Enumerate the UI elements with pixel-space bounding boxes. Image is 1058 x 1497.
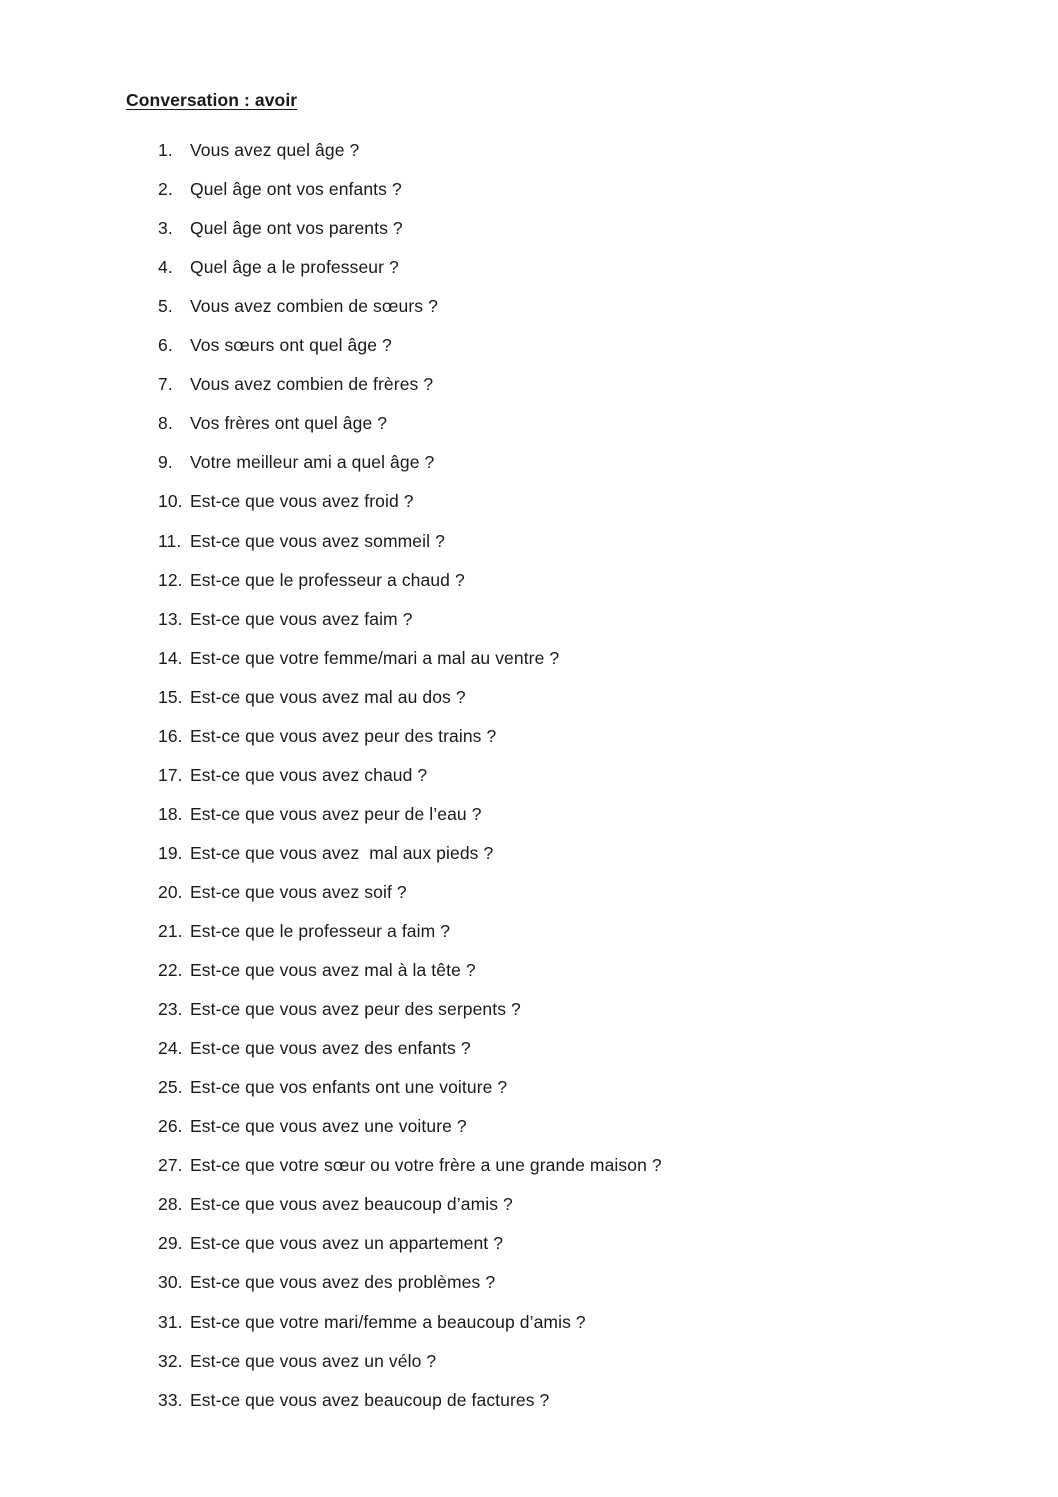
document-title: Conversation : avoir (126, 90, 298, 110)
question-item (158, 1036, 471, 1060)
question-text: Vous avez quel âge ? (190, 140, 360, 160)
question-number: 3. (158, 218, 173, 239)
question-number: 30. (158, 1272, 183, 1293)
question-text: Est-ce que vous avez peur des serpents ? (190, 999, 521, 1020)
question-text: Est-ce que vous avez beaucoup de factures ? (190, 1389, 550, 1410)
question-item (158, 1310, 586, 1334)
question-item (158, 1349, 436, 1373)
question-text: Est-ce que vous avez une voiture ? (190, 1116, 467, 1137)
question-item (158, 489, 414, 513)
question-number: 18. (158, 803, 183, 824)
question-item (158, 1192, 513, 1216)
question-number: 6. (158, 335, 173, 356)
question-item (158, 1075, 507, 1099)
question-text: Est-ce que vous avez peur des trains ? (190, 725, 497, 746)
question-number: 29. (158, 1233, 183, 1254)
question-number: 5. (158, 296, 173, 317)
question-text: Est-ce que le professeur a chaud ? (190, 569, 465, 590)
question-number: 1. (158, 140, 173, 160)
question-item (158, 763, 427, 787)
question-text: Votre meilleur ami a quel âge ? (190, 452, 435, 473)
question-item (158, 1270, 495, 1294)
question-text: Vous avez combien de sœurs ? (190, 296, 438, 317)
question-text: Est-ce que vous avez faim ? (190, 608, 413, 629)
question-text: Est-ce que vos enfants ont une voiture ? (190, 1077, 508, 1098)
question-item (158, 216, 403, 240)
question-text: Est-ce que vous avez des enfants ? (190, 1038, 471, 1059)
question-number: 10. (158, 491, 183, 512)
question-text: Vos sœurs ont quel âge ? (190, 335, 392, 356)
question-item (158, 802, 482, 826)
question-number: 28. (158, 1194, 183, 1215)
question-text: Vous avez combien de frères ? (190, 374, 434, 395)
question-text: Est-ce que vous avez des problèmes ? (190, 1272, 496, 1293)
question-number: 17. (158, 764, 183, 785)
question-number: 25. (158, 1077, 183, 1098)
question-number: 7. (158, 374, 173, 395)
question-text: Est-ce que votre mari/femme a beaucoup d’amis ? (190, 1311, 586, 1332)
question-number: 2. (158, 179, 173, 200)
question-number: 4. (158, 257, 173, 278)
question-item (158, 255, 399, 279)
question-item (158, 1388, 549, 1412)
question-number: 31. (158, 1311, 183, 1332)
question-item (158, 138, 359, 162)
question-text: Est-ce que vous avez peur de l’eau ? (190, 803, 482, 824)
question-number: 16. (158, 725, 183, 746)
question-item (158, 880, 407, 904)
question-number: 27. (158, 1155, 183, 1176)
question-number: 12. (158, 569, 183, 590)
question-item (158, 1231, 503, 1255)
question-item (158, 685, 466, 709)
question-item (158, 646, 559, 670)
question-number: 13. (158, 608, 183, 629)
question-number: 24. (158, 1038, 183, 1059)
question-text: Est-ce que vous avez soif ? (190, 881, 407, 902)
question-number: 22. (158, 960, 183, 980)
question-text: Quel âge ont vos parents ? (190, 218, 403, 239)
question-item (158, 1153, 662, 1177)
question-number: 11. (158, 530, 182, 551)
question-number: 9. (158, 452, 173, 473)
question-number: 14. (158, 647, 183, 668)
question-text: Est-ce que vous avez froid ? (190, 491, 414, 512)
question-item (158, 607, 413, 631)
question-number: 21. (158, 921, 183, 941)
question-item (158, 568, 465, 592)
question-text: Quel âge a le professeur ? (190, 257, 399, 278)
question-number: 32. (158, 1350, 183, 1371)
question-text: Est-ce que votre sœur ou votre frère a une grande maison ? (190, 1155, 662, 1176)
question-text: Est-ce que vous avez mal au dos ? (190, 686, 466, 707)
question-item (158, 294, 438, 318)
question-text: Est-ce que vous avez beaucoup d’amis ? (190, 1194, 513, 1215)
question-text: Est-ce que vous avez un vélo ? (190, 1350, 437, 1371)
question-item (158, 177, 402, 201)
question-text: Est-ce que vous avez un appartement ? (190, 1233, 504, 1254)
question-text: Est-ce que votre femme/mari a mal au ventre ? (190, 647, 560, 668)
question-text: Est-ce que vous avez mal à la tête ? (190, 960, 476, 980)
question-text: Est-ce que vous avez chaud ? (190, 764, 428, 785)
question-item (158, 919, 450, 943)
question-item (158, 450, 434, 474)
question-item (158, 841, 493, 865)
question-item (158, 411, 387, 435)
question-item (158, 724, 496, 748)
question-item (158, 372, 433, 396)
question-number: 15. (158, 686, 183, 707)
question-text: Est-ce que vous avez sommeil ? (190, 530, 445, 551)
question-number: 23. (158, 999, 183, 1020)
question-text: Est-ce que vous avez mal aux pieds ? (190, 842, 494, 863)
question-item (158, 333, 392, 357)
question-number: 19. (158, 842, 183, 863)
question-text: Est-ce que le professeur a faim ? (190, 921, 451, 941)
question-item (158, 529, 445, 553)
question-item (158, 1114, 467, 1138)
question-text: Quel âge ont vos enfants ? (190, 179, 402, 200)
question-item (158, 997, 521, 1021)
question-number: 26. (158, 1116, 183, 1137)
question-item (158, 958, 476, 982)
question-number: 8. (158, 413, 173, 434)
question-number: 33. (158, 1389, 183, 1410)
question-number: 20. (158, 881, 183, 902)
question-text: Vos frères ont quel âge ? (190, 413, 388, 434)
